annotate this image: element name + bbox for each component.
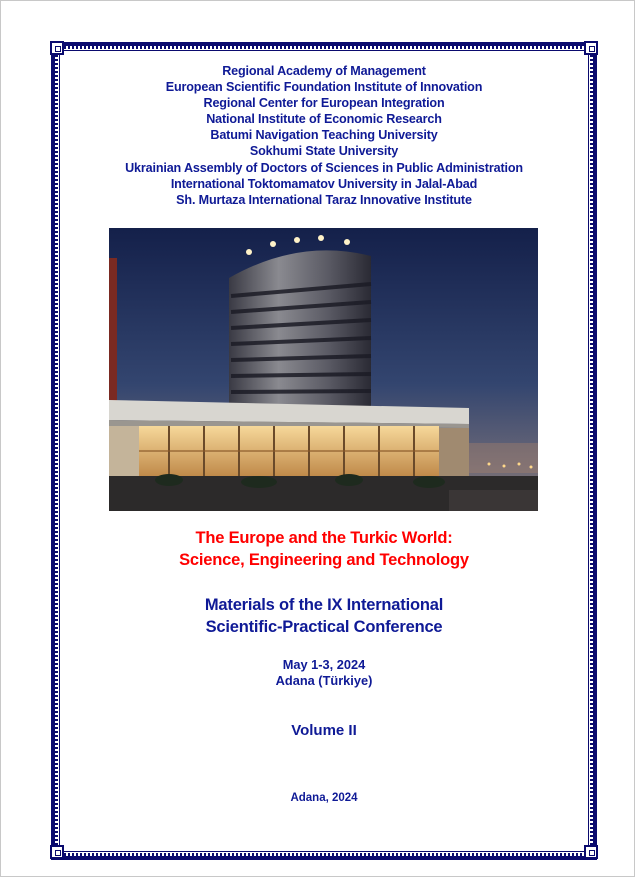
materials-subtitle [60,594,588,638]
conference-title-line: Science, Engineering and Technology [179,551,469,569]
frame-corner-ornament [584,41,598,55]
conference-title [60,527,588,571]
organization-name: Regional Center for European Integration [203,96,445,111]
frame-stripe-left [55,51,58,851]
organization-name: Batumi Navigation Teaching University [210,128,438,143]
event-location: Adana (Türkiye) [275,673,373,688]
materials-line: Scientific-Practical Conference [205,618,443,636]
organization-name: National Institute of Economic Research [206,112,442,127]
organization-name: International Toktomamatov University in Jalal-Abad [170,176,478,191]
frame-stripe-bottom [60,853,588,856]
frame-corner-ornament [50,845,64,859]
organization-name: Regional Academy of Management [222,64,426,78]
organizations-list [60,63,588,208]
organization-name: Ukrainian Assembly of Doctors of Sciences in Public Administration [125,160,523,175]
organization-name: Sokhumi State University [249,144,399,159]
frame-stripe-right [590,51,593,851]
cover-photo [109,228,538,511]
organization-name: European Scientific Foundation Institute of Innovation [165,80,483,95]
event-dates: May 1-3, 2024 [282,657,366,672]
organization-name: Sh. Murtaza International Taraz Innovative Institute [176,192,472,207]
conference-title-line: The Europe and the Turkic World: [195,529,453,547]
imprint: Adana, 2024 [290,792,358,804]
volume-label: Volume II [291,722,357,739]
materials-line: Materials of the IX International [204,596,444,614]
frame-corner-ornament [50,41,64,55]
event-info [60,657,588,689]
frame-corner-ornament [584,845,598,859]
frame-stripe-top [60,46,588,49]
